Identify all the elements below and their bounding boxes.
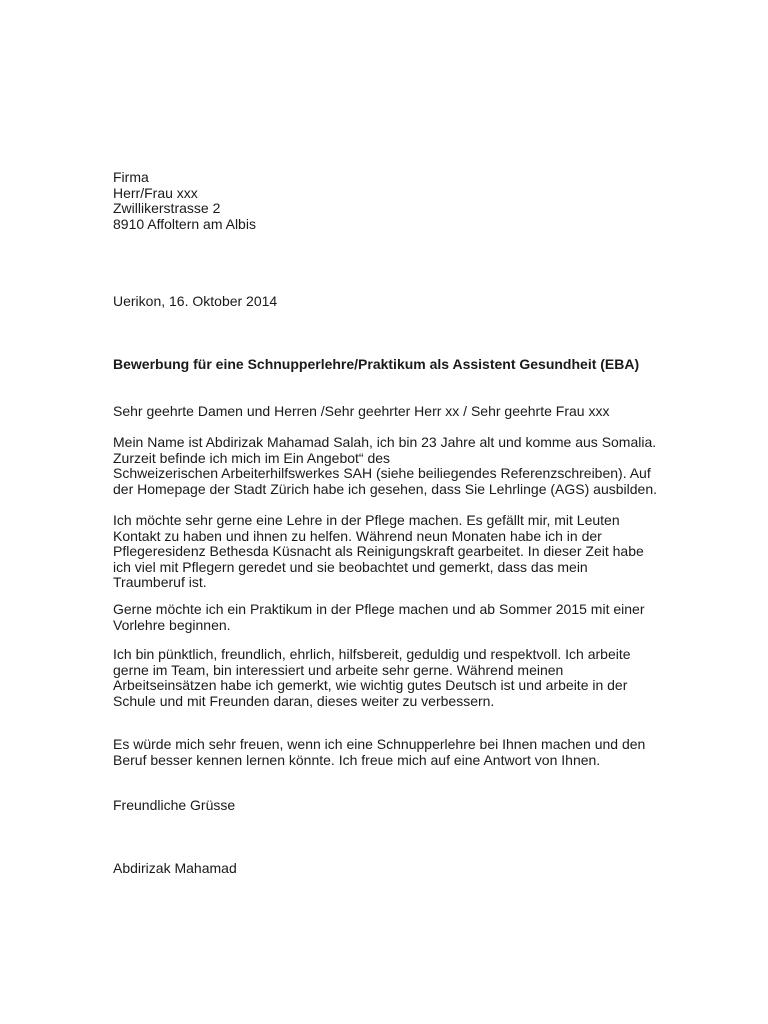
recipient-street: Zwillikerstrasse 2	[113, 200, 221, 216]
paragraph-line: Pflegeresidenz Bethesda Küsnacht als Reinigungskraft gearbeitet. In dieser Zeit habe	[113, 543, 644, 559]
paragraph-closing-request	[113, 737, 658, 768]
subject-line	[113, 357, 658, 373]
paragraph-line: Traumberuf ist.	[113, 574, 207, 590]
salutation	[113, 404, 658, 420]
paragraph-qualities	[113, 647, 658, 709]
paragraph-line: ich viel mit Pflegern geredet und sie beobachtet und gemerkt, dass das mein	[113, 558, 588, 575]
signature-name: Abdirizak Mahamad	[113, 860, 237, 876]
paragraph-line: gerne im Team, bin interessiert und arbeite sehr gerne. Während meinen	[113, 661, 564, 678]
paragraph-line: Kontakt zu haben und ihnen zu helfen. Während neun Monaten habe ich in der	[113, 527, 602, 544]
paragraph-goal	[113, 602, 658, 633]
date-line	[113, 294, 658, 310]
paragraph-line: Schule und mit Freunden daran, dieses weiter zu verbessern.	[113, 692, 495, 709]
paragraph-line: Arbeitseinsätzen habe ich gemerkt, wie wichtig gutes Deutsch ist und arbeite in der	[113, 677, 628, 693]
paragraph-line: Mein Name ist Abdirizak Mahamad Salah, ich bin 23 Jahre alt und komme aus Somalia.	[113, 434, 657, 450]
paragraph-line: Es würde mich sehr freuen, wenn ich eine Schnupperlehre bei Ihnen machen und den	[113, 736, 646, 752]
paragraph-line: Zurzeit befinde ich mich im Ein Angebot“ des	[113, 449, 391, 466]
paragraph-line: Ich möchte sehr gerne eine Lehre in der Pflege machen. Es gefällt mir, mit Leuten	[113, 512, 620, 528]
closing	[113, 798, 658, 814]
signature	[113, 861, 658, 877]
recipient-city: 8910 Affoltern am Albis	[113, 215, 256, 232]
paragraph-motivation	[113, 513, 658, 591]
paragraph-line: Beruf besser kennen lernen könnte. Ich freue mich auf eine Antwort von Ihnen.	[113, 751, 601, 768]
paragraph-introduction	[113, 435, 658, 497]
paragraph-line: Ich bin pünktlich, freundlich, ehrlich, hilfsbereit, geduldig und respektvoll. Ich arbeite	[113, 646, 631, 662]
paragraph-line: Vorlehre beginnen.	[113, 616, 231, 633]
recipient-company: Firma	[113, 169, 149, 185]
recipient-address	[113, 170, 658, 232]
paragraph-line: Schweizerischen Arbeiterhilfswerkes SAH (siehe beiliegendes Referenzschreiben). Auf	[113, 465, 651, 481]
place-and-date: Uerikon, 16. Oktober 2014	[113, 293, 278, 309]
closing-text: Freundliche Grüsse	[113, 797, 236, 813]
paragraph-line: Gerne möchte ich ein Praktikum in der Pflege machen und ab Sommer 2015 mit einer	[113, 601, 645, 617]
recipient-contact: Herr/Frau xxx	[113, 184, 198, 201]
subject-text: Bewerbung für eine Schnupperlehre/Praktikum als Assistent Gesundheit (EBA)	[113, 356, 640, 372]
paragraph-line: der Homepage der Stadt Zürich habe ich gesehen, dass Sie Lehrlinge (AGS) ausbilden.	[113, 480, 657, 497]
salutation-text: Sehr geehrte Damen und Herren /Sehr geehrter Herr xx / Sehr geehrte Frau xxx	[113, 403, 610, 419]
